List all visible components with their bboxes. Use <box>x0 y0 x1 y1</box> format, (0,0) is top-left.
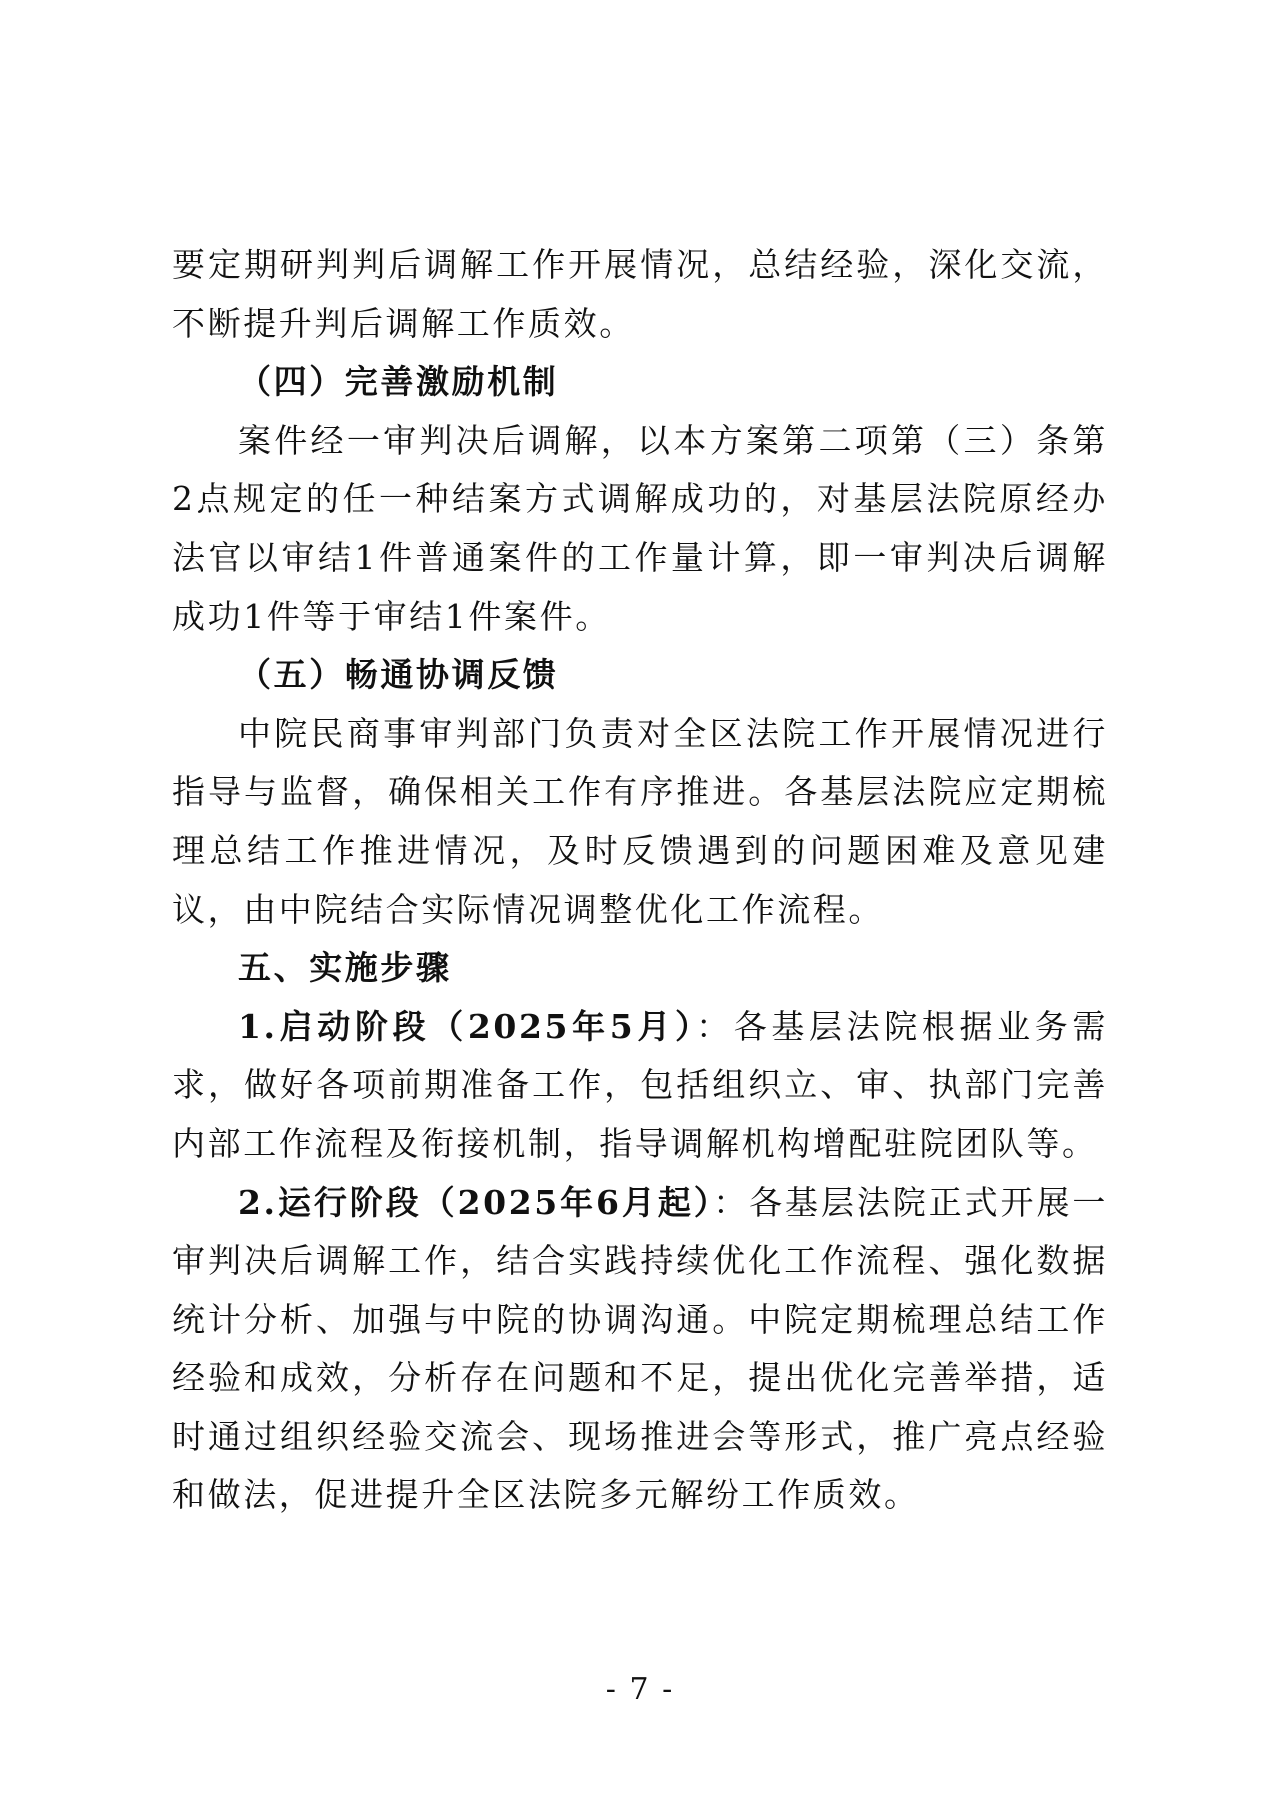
subheading-coordination-feedback: （五）畅通协调反馈 <box>238 655 559 695</box>
step-1-text: ：各基层法院根据业务需求，做好各项前期准备工作，包括组织立、审、执部门完善内部工作流程及衔接机制，指导调解机构增配驻院团队等。 <box>172 1006 1108 1163</box>
paragraph-continued: 要定期研判判后调解工作开展情况，总结经验，深化交流，不断提升判后调解工作质效。 <box>172 245 1108 343</box>
page-number: - 7 - <box>605 1672 675 1707</box>
paragraph-step-2 <box>172 1174 1108 1526</box>
step-2-label: 2.运行阶段（2025年6月起） <box>238 1182 714 1222</box>
section-heading-implementation-steps: 五、实施步骤 <box>238 948 452 988</box>
step-1-label: 1.启动阶段（2025年5月） <box>238 1006 697 1046</box>
subheading-incentive-mechanism: （四）完善激励机制 <box>238 362 559 402</box>
paragraph-incentive: 案件经一审判决后调解，以本方案第二项第（三）条第2点规定的任一种结案方式调解成功的，对基层法院原经办法官以审结1件普通案件的工作量计算，即一审判决后调解成功1件等于审结1件案件。 <box>172 420 1108 636</box>
step-2-text: ：各基层法院正式开展一审判决后调解工作，结合实践持续优化工作流程、强化数据统计分析、加强与中院的协调沟通。中院定期梳理总结工作经验和成效，分析存在问题和不足，提出优化完善举措，适时通过组织经验交流会、现场推进会等形式，推广亮点经验和做法，促进提升全区法院多元解纷工作质效。 <box>172 1182 1108 1515</box>
paragraph-coordination: 中院民商事审判部门负责对全区法院工作开展情况进行指导与监督，确保相关工作有序推进。各基层法院应定期梳理总结工作推进情况，及时反馈遇到的问题困难及意见建议，由中院结合实际情况调整优化工作流程。 <box>172 713 1108 929</box>
document-body <box>172 236 1108 1525</box>
paragraph-step-1 <box>172 998 1108 1174</box>
